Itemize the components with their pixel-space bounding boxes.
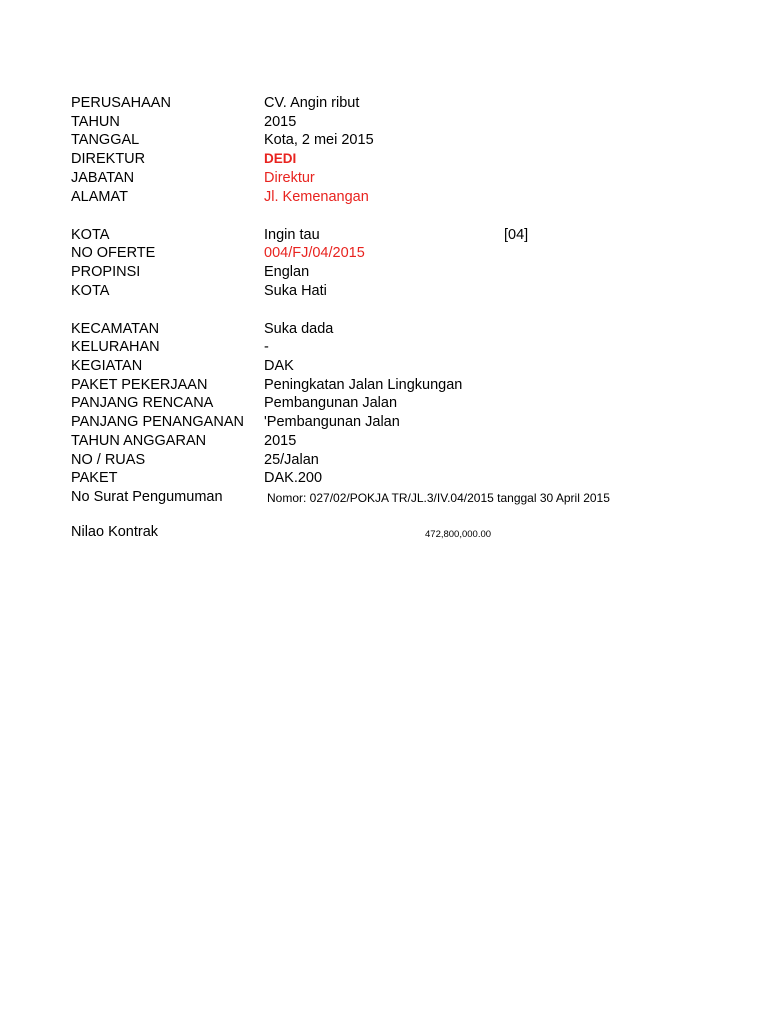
value-panjang-rencana: Pembangunan Jalan xyxy=(264,395,398,411)
label-paket-pekerjaan: PAKET PEKERJAAN xyxy=(71,377,208,393)
label-kota-2: KOTA xyxy=(71,283,110,299)
value-no-surat-pengumuman: Nomor: 027/02/POKJA TR/JL.3/IV.04/2015 tanggal 30 April 2015 xyxy=(267,491,610,505)
label-tahun: TAHUN xyxy=(71,114,120,130)
value-kota-2: Suka Hati xyxy=(264,283,327,299)
value-direktur: DEDI xyxy=(264,151,297,166)
value-kecamatan: Suka dada xyxy=(264,321,334,337)
label-nilai-kontrak: Nilao Kontrak xyxy=(71,524,159,540)
label-tanggal: TANGGAL xyxy=(71,132,140,148)
label-paket: PAKET xyxy=(71,470,118,486)
label-panjang-rencana: PANJANG RENCANA xyxy=(71,395,214,411)
value-no-oferte: 004/FJ/04/2015 xyxy=(264,245,365,261)
value-kegiatan: DAK xyxy=(264,358,294,374)
value-jabatan: Direktur xyxy=(264,170,315,186)
value-paket-pekerjaan: Peningkatan Jalan Lingkungan xyxy=(264,377,463,393)
value-panjang-penanganan: 'Pembangunan Jalan xyxy=(264,414,400,430)
value-tahun: 2015 xyxy=(264,114,297,130)
value-perusahaan: CV. Angin ribut xyxy=(264,95,360,111)
label-no-ruas: NO / RUAS xyxy=(71,452,146,468)
label-perusahaan: PERUSAHAAN xyxy=(71,95,171,111)
label-jabatan: JABATAN xyxy=(71,170,135,186)
value-tahun-anggaran: 2015 xyxy=(264,433,297,449)
label-panjang-penanganan: PANJANG PENANGANAN xyxy=(71,414,244,430)
kota-code: [04] xyxy=(504,227,529,243)
value-kota-1: Ingin tau xyxy=(264,227,320,243)
value-propinsi: Englan xyxy=(264,264,310,280)
label-kelurahan: KELURAHAN xyxy=(71,339,160,355)
label-direktur: DIREKTUR xyxy=(71,151,146,167)
value-paket: DAK.200 xyxy=(264,470,323,486)
label-no-surat-pengumuman: No Surat Pengumuman xyxy=(71,489,223,505)
value-nilai-kontrak: 472,800,000.00 xyxy=(425,529,492,540)
label-propinsi: PROPINSI xyxy=(71,264,141,280)
value-no-ruas: 25/Jalan xyxy=(264,452,319,468)
label-kota-1: KOTA xyxy=(71,227,110,243)
value-tanggal: Kota, 2 mei 2015 xyxy=(264,132,374,148)
value-alamat: Jl. Kemenangan xyxy=(264,189,369,205)
label-alamat: ALAMAT xyxy=(71,189,128,205)
label-tahun-anggaran: TAHUN ANGGARAN xyxy=(71,433,207,449)
label-kecamatan: KECAMATAN xyxy=(71,321,160,337)
label-no-oferte: NO OFERTE xyxy=(71,245,156,261)
value-kelurahan: - xyxy=(264,339,269,355)
label-kegiatan: KEGIATAN xyxy=(71,358,143,374)
